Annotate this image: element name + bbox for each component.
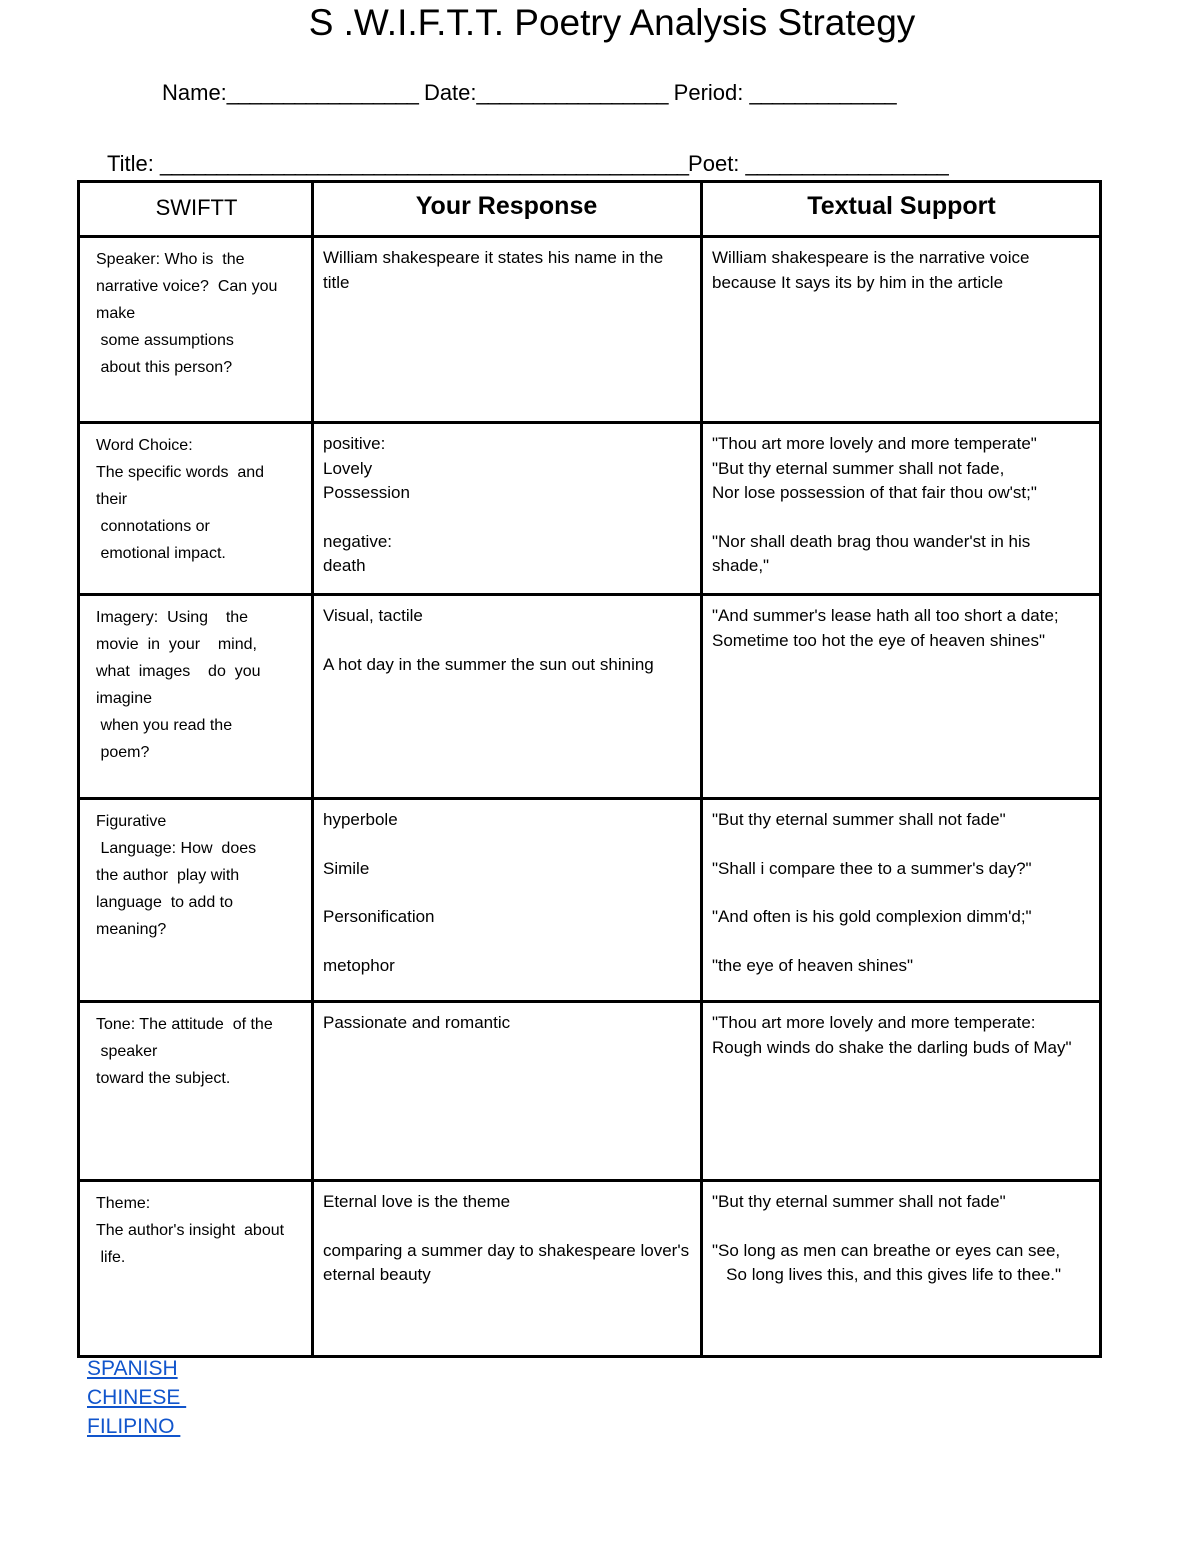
cell-text-line: William shakespeare it states his name in the title — [323, 248, 668, 292]
cell-text-line: "Nor shall death brag thou wander'st in his shade," — [712, 531, 1036, 575]
cell-text-line: Rough winds do shake the darling buds of May" — [712, 1037, 1072, 1057]
cell-text-line: Personification — [323, 907, 435, 926]
cell-text-line: emotional impact. — [96, 545, 226, 562]
prompt-cell-tone — [80, 1003, 311, 1179]
cell-text-line: Word Choice: — [96, 437, 193, 454]
cell-text-line: "Thou art more lovely and more temperate: — [712, 1013, 1036, 1032]
cell-text-line: The author's insight about — [96, 1222, 285, 1239]
prompt-cell-figurative-language — [80, 800, 311, 1000]
cell-text-line: A hot day in the summer the sun out shining — [323, 654, 654, 674]
prompt-cell-word-choice — [80, 424, 311, 593]
cell-text-line: Eternal love is the theme — [323, 1192, 511, 1211]
date-field[interactable]: _________________ — [476, 80, 668, 105]
prompt-cell-theme — [80, 1182, 311, 1355]
cell-text-line: "the eye of heaven shines" — [712, 955, 914, 975]
page-title: S .W.I.F.T.T. Poetry Analysis Strategy — [308, 2, 916, 43]
prompt-cell-imagery — [80, 596, 311, 797]
table-row — [80, 1179, 1099, 1355]
support-cell-tone[interactable] — [700, 1003, 1099, 1179]
poet-label: Poet: — [688, 151, 740, 176]
cell-text-line: "And often is his gold complexion dimm'd;" — [712, 907, 1032, 926]
cell-text-line: "Thou art more lovely and more temperate" — [712, 434, 1037, 453]
swiftt-table — [77, 180, 1102, 1358]
line-gap — [712, 1215, 1091, 1239]
name-label: Name: — [162, 80, 227, 105]
table-row — [80, 797, 1099, 1000]
period-label: Period: — [673, 80, 744, 105]
cell-text-line: positive: — [323, 434, 386, 453]
cell-text-line: toward the subject. — [96, 1070, 231, 1087]
cell-text-line: the author play with — [96, 867, 240, 884]
response-cell-theme[interactable] — [311, 1182, 700, 1355]
cell-text-line: "Shall i compare thee to a summer's day?" — [712, 858, 1032, 878]
cell-text-line: death — [323, 556, 366, 575]
support-cell-word-choice[interactable] — [700, 424, 1099, 593]
cell-text-line: some assumptions — [96, 332, 234, 349]
cell-text-line: Simile — [323, 858, 370, 878]
cell-text-line: "But thy eternal summer shall not fade" — [712, 810, 1006, 829]
cell-text-line: William shakespeare is the narrative voice because It says its by him in the article — [712, 248, 1035, 292]
student-info-line — [162, 80, 896, 106]
cell-text-line: Possession — [323, 483, 410, 502]
response-cell-speaker[interactable] — [311, 238, 700, 421]
line-gap — [712, 833, 1091, 857]
line-gap — [323, 930, 690, 954]
title-label: Title: — [107, 151, 154, 176]
cell-text-line: negative: — [323, 531, 392, 551]
line-gap — [323, 833, 690, 857]
response-cell-tone[interactable] — [311, 1003, 700, 1179]
cell-text-line: So long lives this, and this gives life to thee." — [712, 1265, 1062, 1284]
table-row — [80, 593, 1099, 797]
title-field[interactable]: _______________________________________________ — [159, 151, 689, 176]
support-cell-imagery[interactable] — [700, 596, 1099, 797]
poet-field[interactable]: __________________ — [745, 151, 948, 176]
line-gap — [712, 930, 1091, 954]
cell-text-line: The specific words and their — [96, 464, 269, 508]
prompt-cell-speaker — [80, 238, 311, 421]
line-gap — [323, 881, 690, 905]
response-cell-imagery[interactable] — [311, 596, 700, 797]
line-gap — [323, 1215, 690, 1239]
support-cell-speaker[interactable] — [700, 238, 1099, 421]
cell-text-line: speaker — [96, 1043, 158, 1060]
cell-text-line: movie in your mind, — [96, 636, 257, 653]
cell-text-line: "But thy eternal summer shall not fade" — [712, 1192, 1006, 1211]
cell-text-line: "And summer's lease hath all too short a date; — [712, 606, 1059, 625]
line-gap — [712, 506, 1091, 530]
cell-text-line: Imagery: Using the — [96, 609, 249, 626]
response-cell-figurative-language[interactable] — [311, 800, 700, 1000]
cell-text-line: metophor — [323, 955, 395, 975]
date-label: Date: — [423, 80, 477, 105]
cell-text-line: "So long as men can breathe or eyes can see, — [712, 1240, 1061, 1260]
cell-text-line: what images do you — [96, 663, 261, 680]
support-cell-figurative-language[interactable] — [700, 800, 1099, 1000]
table-header-row — [80, 183, 1099, 235]
cell-text-line: when you read the — [96, 717, 233, 734]
cell-text-line: Sometime too hot the eye of heaven shines" — [712, 630, 1046, 650]
cell-text-line: Language: How does — [96, 840, 257, 857]
cell-text-line: narrative voice? Can you — [96, 278, 278, 295]
cell-text-line: Figurative — [96, 813, 167, 830]
cell-text-line: Lovely — [323, 458, 373, 478]
cell-text-line: about this person? — [96, 359, 233, 376]
cell-text-line: "But thy eternal summer shall not fade, — [712, 458, 1005, 478]
cell-text-line: Theme: — [96, 1195, 151, 1212]
name-field[interactable]: _________________ — [226, 80, 418, 105]
support-cell-theme[interactable] — [700, 1182, 1099, 1355]
link-filipino[interactable]: FILIPINO — [87, 1415, 181, 1438]
cell-text-line: Tone: The attitude of the — [96, 1016, 273, 1033]
period-field[interactable]: _____________ — [749, 80, 896, 105]
response-cell-word-choice[interactable] — [311, 424, 700, 593]
line-gap — [712, 881, 1091, 905]
cell-text-line: comparing a summer day to shakespeare lover's eternal beauty — [323, 1240, 694, 1284]
line-gap — [323, 629, 690, 653]
poem-info-line — [107, 151, 948, 177]
line-gap — [323, 506, 690, 530]
cell-text-line: Passionate and romantic — [323, 1013, 511, 1032]
cell-text-line: imagine — [96, 690, 153, 707]
cell-text-line: Visual, tactile — [323, 606, 423, 625]
cell-text-line: Nor lose possession of that fair thou ow'st;" — [712, 483, 1037, 502]
cell-text-line: Speaker: Who is the — [96, 251, 245, 268]
table-row — [80, 1000, 1099, 1179]
cell-text-line: meaning? — [96, 921, 167, 938]
cell-text-line: connotations or — [96, 518, 210, 535]
column-header-swiftt: SWIFTT — [155, 195, 238, 220]
link-chinese[interactable]: CHINESE — [87, 1386, 187, 1409]
link-spanish[interactable]: SPANISH — [87, 1357, 178, 1380]
cell-text-line: poem? — [96, 744, 150, 761]
cell-text-line: make — [96, 305, 136, 322]
cell-text-line: life. — [96, 1249, 126, 1266]
cell-text-line: hyperbole — [323, 810, 398, 829]
table-row — [80, 421, 1099, 593]
translation-links — [87, 1354, 186, 1441]
cell-text-line: language to add to — [96, 894, 234, 911]
column-header-response: Your Response — [311, 183, 700, 235]
column-header-support: Textual Support — [700, 183, 1099, 235]
table-row — [80, 235, 1099, 421]
